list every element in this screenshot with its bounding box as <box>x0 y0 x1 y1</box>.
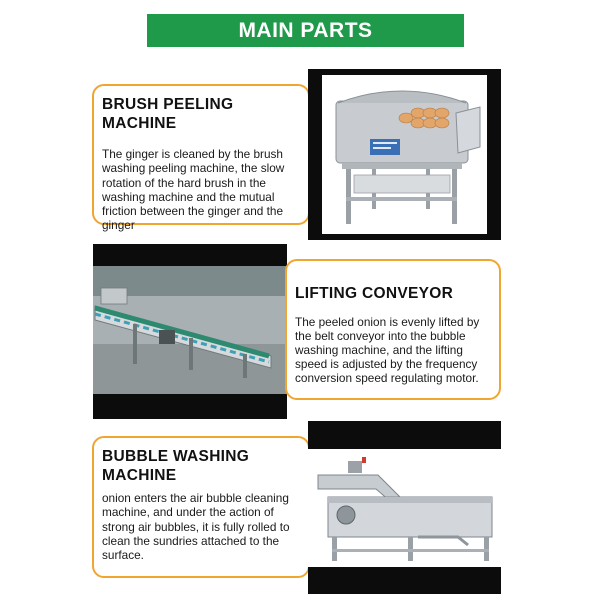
bubble-washing-title-line1: BUBBLE WASHING <box>102 448 250 465</box>
lifting-conveyor-description: The peeled onion is evenly lifted by the belt conveyor into the bubble washing machine, and the lifting speed is adjusted by the frequency conversion speed regulating motor. <box>295 314 480 386</box>
brush-peeling-machine-photo <box>308 69 501 240</box>
lifting-conveyor-image <box>93 244 287 419</box>
brush-peeling-description: The ginger is cleaned by the brush washing peeling machine, the slow rotation of the hard brush in the washing machine and the mutual friction between the ginger and the ginger <box>102 147 285 233</box>
bubble-washing-card <box>92 436 310 578</box>
page-title-banner <box>147 14 464 47</box>
bubble-washing-machine-photo <box>308 421 501 594</box>
bubble-washing-description: onion enters the air bubble cleaning machine, and under the action of strong air bubbles, it is fully rolled to clean the sundries attached to the surface. <box>102 491 290 562</box>
bubble-washing-machine-image <box>308 421 501 594</box>
bubble-washing-title-line2: MACHINE <box>102 466 177 484</box>
brush-peeling-machine-image <box>308 69 501 240</box>
lifting-conveyor-photo <box>93 244 287 419</box>
brush-peeling-title: BRUSH PEELING MACHINE <box>102 96 234 132</box>
page-title: MAIN PARTS <box>238 18 373 42</box>
lifting-conveyor-title: LIFTING CONVEYOR <box>295 285 454 302</box>
lifting-conveyor-card <box>285 259 501 400</box>
brush-peeling-card <box>92 84 310 233</box>
